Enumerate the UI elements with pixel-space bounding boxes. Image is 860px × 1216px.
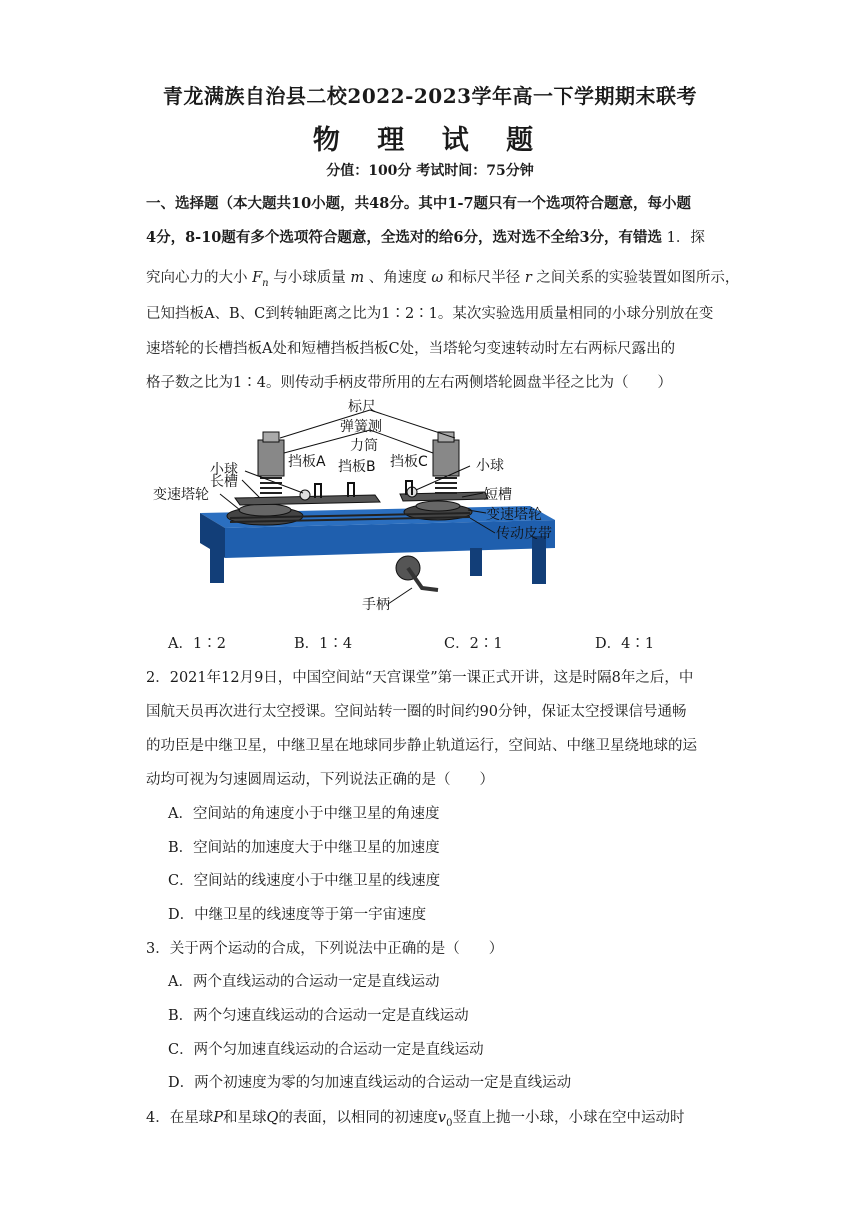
symbol-m: m (350, 270, 365, 286)
symbol-Q: Q (266, 1110, 279, 1126)
q2-option-c: C．空间站的线速度小于中继卫星的线速度 (168, 873, 441, 889)
label-spring-1: 弹簧测 (340, 419, 382, 435)
label-spring-2: 力筒 (350, 438, 378, 454)
left-ruler (263, 432, 279, 442)
symbol-P: P (213, 1110, 223, 1126)
q1-line4: 格子数之比为1∶4。则传动手柄皮带所用的左右两侧塔轮圆盘半径之比为（ ） (146, 375, 672, 391)
symbol-n: n (262, 277, 269, 289)
label-wheel-left: 变速塔轮 (153, 487, 209, 503)
leader-long-slot (242, 480, 260, 498)
label-belt: 传动皮带 (496, 526, 552, 542)
q1-option-c: C．2∶1 (444, 636, 503, 652)
q1-text: 与小球质量 (273, 270, 346, 286)
q1-line2: 已知挡板A、B、C到转轴距离之比为1∶2∶1。某次实验选用质量相同的小球分别放在变 (146, 306, 714, 322)
q4-line1 (146, 1106, 684, 1129)
q1-option-b: B．1∶4 (294, 636, 353, 652)
plate-b (348, 483, 354, 497)
table-leg (532, 536, 546, 584)
q2-line2: 国航天员再次进行太空授课。空间站转一圈的时间约90分钟，保证太空授课信号通畅 (146, 704, 687, 720)
right-spring-cylinder (433, 440, 459, 476)
q1-text: 和标尺半径 (447, 270, 521, 286)
label-short-slot: 短槽 (484, 487, 512, 503)
label-plate-a: 挡板A (288, 454, 326, 470)
q3-option-c: C．两个匀加速直线运动的合运动一定是直线运动 (168, 1042, 484, 1058)
q3-option-a: A．两个直线运动的合运动一定是直线运动 (168, 974, 440, 990)
q3-line1: 3．关于两个运动的合成，下列说法中正确的是（ ） (146, 941, 504, 957)
table-leg (210, 548, 224, 583)
label-ball-left: 小球 (210, 462, 238, 478)
q2-option-b: B．空间站的加速度大于中继卫星的加速度 (168, 840, 440, 856)
label-plate-c: 挡板C (390, 454, 428, 470)
leader-wheel-left (220, 494, 240, 510)
q1-line1 (146, 266, 739, 289)
q4-text: 4．在星球 (146, 1110, 214, 1126)
table-leg (470, 548, 482, 576)
q1-line3: 速塔轮的长槽挡板A处和短槽挡板挡板C处，当塔轮匀变速转动时左右两标尺露出的 (146, 341, 676, 357)
q4-text: 的表面，以相同的初速度 (278, 1110, 438, 1126)
q2-line3: 的功臣是中继卫星，中继卫星在地球同步静止轨道运行，空间站、中继卫星绕地球的运 (146, 738, 697, 754)
q3-option-b: B．两个匀速直线运动的合运动一定是直线运动 (168, 1008, 469, 1024)
q1-text: 、角速度 (368, 270, 427, 286)
label-long-slot: 长槽 (210, 474, 238, 490)
label-wheel-right: 变速塔轮 (486, 507, 542, 523)
q4-text: 和星球 (223, 1110, 267, 1126)
label-ruler: 标尺 (348, 399, 376, 415)
section1-instructions-bold: 4分，8-10题有多个选项符合题意，全选对的给6分，选对选不全给3分，有错选 (146, 229, 663, 246)
label-ball-right: 小球 (476, 458, 504, 474)
q1-option-d: D．4∶1 (595, 636, 655, 652)
q1-text: 究向心力的大小 (146, 270, 248, 286)
symbol-F: F (252, 270, 263, 286)
q1-number-start: 1．探 (662, 230, 705, 246)
q2-option-a: A．空间站的角速度小于中继卫星的角速度 (168, 806, 440, 822)
label-handle: 手柄 (362, 597, 390, 613)
exam-meta: 分值：100分 考试时间：75分钟 (326, 163, 534, 179)
section1-instructions-line2 (146, 226, 705, 247)
q2-line4: 动均可视为匀速圆周运动，下列说法正确的是（ ） (146, 772, 494, 788)
left-spring (260, 478, 282, 493)
left-ball (300, 490, 310, 500)
symbol-omega: ω (431, 270, 444, 286)
symbol-r: r (524, 270, 532, 286)
q2-option-d: D．中继卫星的线速度等于第一宇宙速度 (168, 907, 427, 923)
symbol-subscript-0: 0 (446, 1117, 453, 1129)
label-plate-b: 挡板B (338, 459, 376, 475)
symbol-v: v (437, 1110, 447, 1126)
right-tower-wheel-upper (416, 501, 460, 511)
q1-option-a: A．1∶2 (168, 636, 226, 652)
q3-option-d: D．两个初速度为零的匀加速直线运动的合运动一定是直线运动 (168, 1075, 572, 1091)
subject-title: 物 理 试 题 (312, 125, 548, 156)
section1-instructions-line1: 一、选择题（本大题共10小题，共48分。其中1-7题只有一个选项符合题意，每小题 (146, 195, 692, 212)
apparatus-figure (150, 398, 570, 616)
q4-text: 竖直上抛一小球，小球在空中运动时 (452, 1110, 685, 1126)
left-tower-wheel-upper (239, 504, 291, 516)
q2-line1: 2．2021年12月9日，中国空间站“天宫课堂”第一课正式开讲，这是时隔8年之后，中 (146, 670, 694, 686)
leader-handle (388, 588, 412, 604)
q1-text: 之间关系的实验装置如图所示， (536, 270, 740, 286)
school-title: 青龙满族自治县二校2022-2023学年高一下学期期末联考 (162, 84, 698, 108)
left-spring-cylinder (258, 440, 284, 476)
